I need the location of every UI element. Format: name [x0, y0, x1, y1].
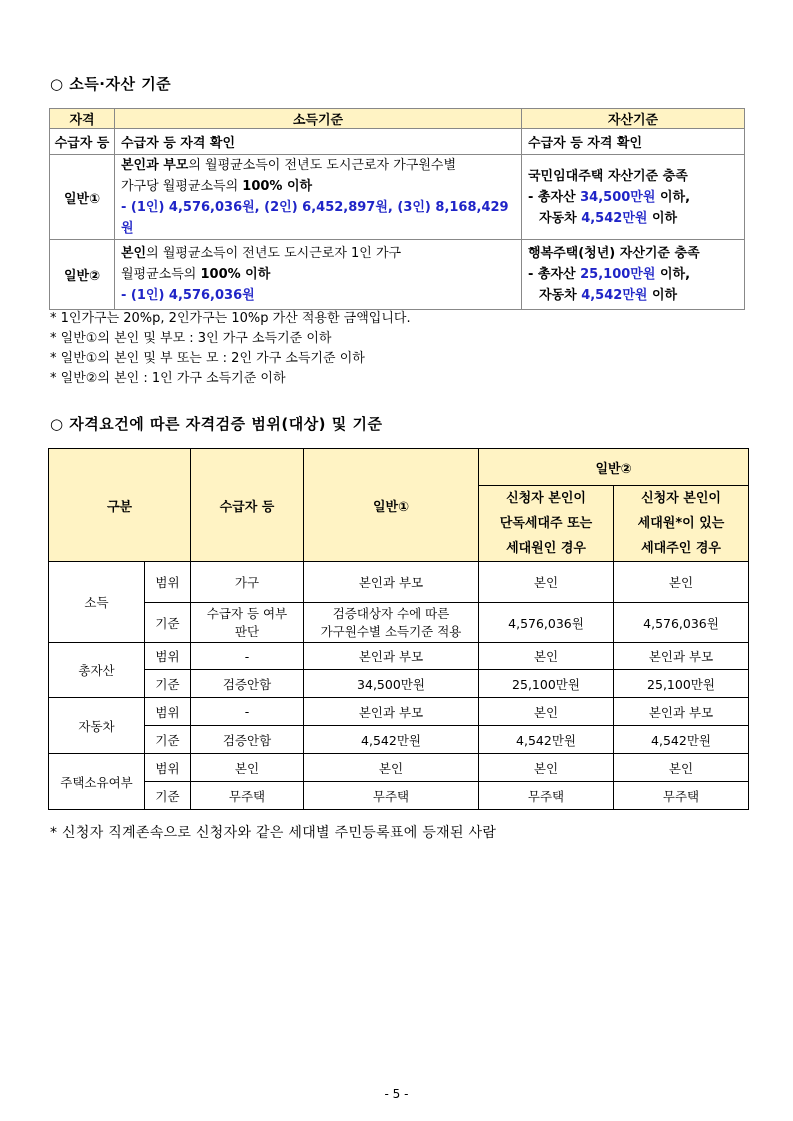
page-number: - 5 -: [384, 1087, 409, 1101]
note-item: * 일반①의 본인 및 부모 : 3인 가구 소득기준 이하: [50, 331, 332, 346]
table-row: [49, 670, 749, 698]
note-item: * 일반①의 본인 및 부 또는 모 : 2인 가구 소득기준 이하: [50, 351, 365, 366]
table-cell: 무주택: [614, 782, 749, 810]
row-type: 범위: [145, 643, 191, 670]
table-cell: 본인: [479, 643, 614, 670]
table-row: [50, 240, 745, 310]
section-title-verification: ○ 자격요건에 따른 자격검증 범위(대상) 및 기준: [50, 415, 383, 433]
table-cell: 본인과 부모: [614, 698, 749, 726]
table-cell: 본인과 부모: [304, 562, 479, 603]
table-cell: 본인과 부모: [304, 698, 479, 726]
table-cell: 검증안함: [191, 670, 304, 698]
table-cell: 4,542만원: [614, 726, 749, 754]
row-label: 일반①: [50, 155, 115, 240]
table-header-row: [49, 449, 749, 486]
table-row: [49, 698, 749, 726]
note-item: * 1인가구는 20%p, 2인가구는 10%p 가산 적용한 금액입니다.: [50, 311, 411, 326]
table-cell: -: [191, 698, 304, 726]
income-asset-criteria-table: [49, 108, 745, 310]
table-cell: 본인: [304, 754, 479, 782]
table-cell: 검증안함: [191, 726, 304, 754]
table-cell: 본인: [614, 754, 749, 782]
group-label: 주택소유여부: [49, 754, 145, 810]
header-general2-head: 신청자 본인이 세대원*이 있는 세대주인 경우: [614, 486, 749, 562]
table-row: [50, 129, 745, 155]
table-cell: 25,100만원: [614, 670, 749, 698]
table-row: [49, 726, 749, 754]
table-cell: 가구: [191, 562, 304, 603]
row-label: 수급자 등: [50, 129, 115, 155]
table-cell: 무주택: [304, 782, 479, 810]
table-row: [49, 643, 749, 670]
table-row: [50, 155, 745, 240]
table-row: [49, 782, 749, 810]
header-category: 구분: [49, 449, 191, 562]
table-row: [49, 754, 749, 782]
income-cell: 본인과 부모의 월평균소득이 전년도 도시근로자 가구원수별 가구당 월평균소득의 100% 이하 - (1인) 4,576,036원, (2인) 6,452,897원, (3인) 8,168,429원: [115, 155, 522, 240]
header-general2: 일반②: [479, 449, 749, 486]
income-cell: 본인의 월평균소득이 전년도 도시근로자 1인 가구 월평균소득의 100% 이하 - (1인) 4,576,036원: [115, 240, 522, 310]
table-cell: 무주택: [479, 782, 614, 810]
table-cell: 수급자 등 여부 판단: [191, 603, 304, 643]
header-asset-criteria: 자산기준: [522, 109, 745, 129]
row-label: 일반②: [50, 240, 115, 310]
table-cell: 본인: [479, 698, 614, 726]
row-type: 기준: [145, 782, 191, 810]
row-type: 기준: [145, 670, 191, 698]
table-cell: 4,542만원: [479, 726, 614, 754]
row-type: 범위: [145, 698, 191, 726]
table-cell: 4,576,036원: [614, 603, 749, 643]
row-type: 범위: [145, 754, 191, 782]
table-header-row: [50, 109, 745, 129]
table-cell: 본인과 부모: [614, 643, 749, 670]
group-label: 소득: [49, 562, 145, 643]
asset-cell: 국민임대주택 자산기준 충족 - 총자산 34,500만원 이하, 자동차 4,542만원 이하: [522, 155, 745, 240]
asset-cell: 수급자 등 자격 확인: [522, 129, 745, 155]
group-label: 총자산: [49, 643, 145, 698]
row-type: 기준: [145, 726, 191, 754]
group-label: 자동차: [49, 698, 145, 754]
table-row: [49, 562, 749, 603]
header-recipient: 수급자 등: [191, 449, 304, 562]
table-cell: 본인: [479, 754, 614, 782]
table-cell: 25,100만원: [479, 670, 614, 698]
table-cell: 본인: [191, 754, 304, 782]
income-cell: 수급자 등 자격 확인: [115, 129, 522, 155]
footnote: * 신청자 직계존속으로 신청자와 같은 세대별 주민등록표에 등재된 사람: [50, 825, 497, 841]
header-general2-single: 신청자 본인이 단독세대주 또는 세대원인 경우: [479, 486, 614, 562]
row-type: 범위: [145, 562, 191, 603]
asset-cell: 행복주택(청년) 자산기준 충족 - 총자산 25,100만원 이하, 자동차 4,542만원 이하: [522, 240, 745, 310]
note-item: * 일반②의 본인 : 1인 가구 소득기준 이하: [50, 371, 286, 386]
verification-scope-table: [48, 448, 749, 810]
table-cell: 본인과 부모: [304, 643, 479, 670]
table-cell: 무주택: [191, 782, 304, 810]
table-cell: 본인: [479, 562, 614, 603]
table-cell: 4,542만원: [304, 726, 479, 754]
header-income-criteria: 소득기준: [115, 109, 522, 129]
notes-list: [50, 309, 411, 389]
table-cell: -: [191, 643, 304, 670]
header-general1: 일반①: [304, 449, 479, 562]
table-cell: 4,576,036원: [479, 603, 614, 643]
row-type: 기준: [145, 603, 191, 643]
table-cell: 본인: [614, 562, 749, 603]
table-cell: 34,500만원: [304, 670, 479, 698]
header-qualification: 자격: [50, 109, 115, 129]
table-row: [49, 603, 749, 643]
section-title-income-asset: ○ 소득·자산 기준: [50, 75, 172, 93]
table-cell: 검증대상자 수에 따른 가구원수별 소득기준 적용: [304, 603, 479, 643]
